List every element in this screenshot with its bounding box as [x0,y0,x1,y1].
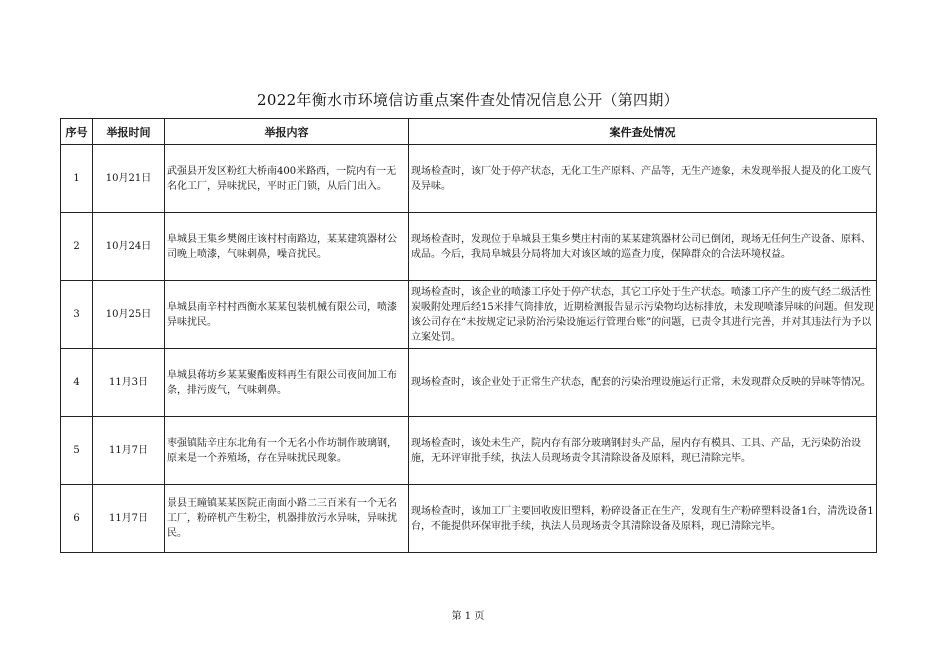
row-result: 现场检查时，该加工厂主要回收废旧塑料，粉碎设备正在生产，发现有生产粉碎塑料设备1台，清洗设备1台，不能提供环保审批手续，执法人员现场责令其清除设备及原料，现已清除完毕。 [409,485,877,553]
row-content: 阜城县南辛村村西衡水某某包装机械有限公司，喷漆异味扰民。 [165,281,409,349]
row-content: 阜城县王集乡樊阁庄该村村南路边，某某建筑器材公司晚上喷漆，气味刺鼻，噪音扰民。 [165,213,409,281]
table-row [61,485,877,553]
row-result: 现场检查时，该企业处于正常生产状态，配套的污染治理设施运行正常，未发现群众反映的异味等情况。 [409,349,877,417]
row-no: 6 [61,485,93,553]
row-result: 现场检查时，该厂处于停产状态，无化工生产原料、产品等，无生产迹象，未发现举报人提及的化工废气及异味。 [409,145,877,213]
table-header-row [61,119,877,145]
row-content: 景县王瞳镇某某医院正南面小路二三百米有一个无名工厂，粉碎机产生粉尘，机器排放污水异味，异味扰民。 [165,485,409,553]
document-title: 2022年衡水市环境信访重点案件查处情况信息公开（第四期） [257,91,679,109]
row-result: 现场检查时，该处未生产，院内存有部分玻璃钢封头产品，屋内存有模具、工具、产品，无污染防治设施，无环评审批手续，执法人员现场责令其清除设备及原料，现已清除完毕。 [409,417,877,485]
row-date: 10月21日 [93,145,165,213]
row-content: 武强县开发区粉红大桥南400米路西，一院内有一无名化工厂，异味扰民，平时正门锁，从后门出入。 [165,145,409,213]
table-row [61,213,877,281]
page-number: 第 1 页 [451,611,485,622]
row-no: 1 [61,145,93,213]
row-date: 11月3日 [93,349,165,417]
table-row [61,417,877,485]
row-no: 2 [61,213,93,281]
row-content: 枣强镇陆辛庄东北角有一个无名小作坊制作玻璃钢，原来是一个养殖场，存在异味扰民现象。 [165,417,409,485]
header-content: 举报内容 [165,119,409,145]
header-result: 案件查处情况 [409,119,877,145]
row-no: 4 [61,349,93,417]
table-row [61,281,877,349]
row-date: 11月7日 [93,417,165,485]
row-content: 阜城县蒋坊乡某某聚酯废料再生有限公司夜间加工布条，排污废气，气味刺鼻。 [165,349,409,417]
case-table [60,118,877,553]
row-date: 10月24日 [93,213,165,281]
row-no: 5 [61,417,93,485]
header-date: 举报时间 [93,119,165,145]
row-date: 10月25日 [93,281,165,349]
row-result: 现场检查时，该企业的喷漆工序处于停产状态，其它工序处于生产状态。喷漆工序产生的废气经二级活性炭吸附处理后经15米排气筒排放，近期检测报告显示污染物均达标排放，未发现喷漆异味的问题。但发现该公司存在“未按规定记录防治污染设施运行管理台账”的问题，已责令其进行完善，并对其违法行为予以立案处罚。 [409,281,877,349]
row-date: 11月7日 [93,485,165,553]
row-result: 现场检查时，发现位于阜城县王集乡樊庄村南的某某建筑器材公司已倒闭，现场无任何生产设备、原料、成品。今后，我局阜城县分局将加大对该区域的巡查力度，保障群众的合法环境权益。 [409,213,877,281]
row-no: 3 [61,281,93,349]
table-row [61,145,877,213]
table-row [61,349,877,417]
header-no: 序号 [61,119,93,145]
